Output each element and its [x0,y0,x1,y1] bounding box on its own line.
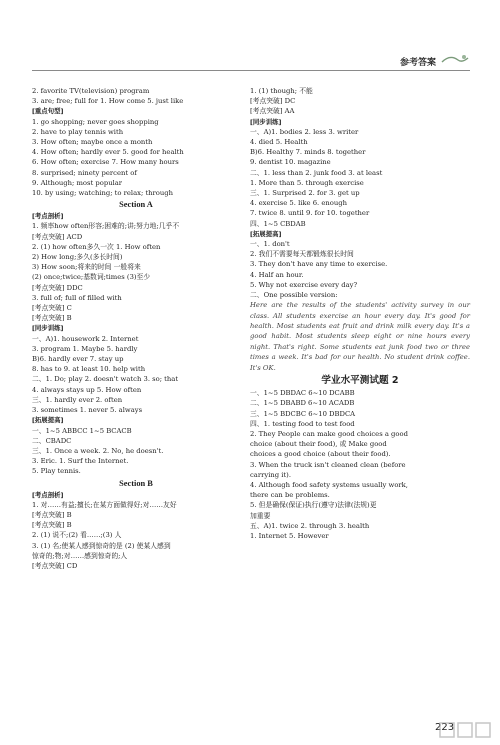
answer-line: 一、A)1. housework 2. Internet [32,334,139,343]
block-label: [拓展提高] [250,229,282,238]
block-label: [重点句型] [32,107,64,116]
page-header [0,0,500,80]
answer-line: 一、1. don't [250,240,290,249]
answer-line: 4. Although food safety systems usually work, [250,480,408,489]
answer-line: 一、1~5 ABBCC 1~5 BCACB [32,426,132,435]
answer-line: 1. go shopping; never goes shopping [32,117,159,126]
answer-line: 3. How often; maybe once a month [32,138,153,147]
header-rule [32,70,470,71]
answer-line: 3. (1) 名;使某人感到惊奇的是 (2) 使某人感到 [32,541,171,550]
answer-line: 2. 我们不需要每天都锻炼很长时间 [250,250,354,259]
answer-line: choices a good choice (about their food). [250,450,391,459]
left-column [32,86,240,571]
section-heading: Section A [119,200,153,210]
test-title: 学业水平测试题 2 [321,375,399,387]
answer-line: 4. always stays up 5. How often [32,385,142,394]
answer-line: 3. full of; full of filled with [32,293,122,302]
answer-line: [考点突破] DC [250,97,296,106]
answer-line: 2. (1) 说不;(2) 看……;(3) 人 [32,531,122,540]
answer-line: 二、CBADC [32,436,72,445]
answer-line: 6. How often; exercise 7. How many hours [32,158,179,167]
answer-line: 一、A)1. bodies 2. less 3. writer [250,127,359,136]
answer-line: carrying it). [250,470,291,479]
answer-line: 五、A)1. twice 2. through 3. health [250,521,370,530]
answer-line: 1. Internet 5. However [250,531,329,540]
answer-line: 3. They don't have any time to exercise. [250,260,388,269]
right-column [250,86,470,541]
answer-line: [考点突破] B [32,314,72,323]
answer-line: 3. Eric. 1. Surf the Internet. [32,457,129,466]
block-label: [考点剖析] [32,490,64,499]
answer-line: [考点突破] B [32,510,72,519]
answer-line: 2) How long;多久(多长时间) [32,253,123,262]
answer-line: 8. has to 9. at least 10. help with [32,365,146,374]
header-logo [440,52,470,66]
answer-line: 9. dentist 10. magazine [250,158,331,167]
answer-line: 1. More than 5. through exercise [250,178,364,187]
answer-line: (2) once;twice;基数词;times (3)至少 [32,273,151,282]
answer-line: 5. Why not exercise every day? [250,280,358,289]
answer-line: [考点突破] C [32,304,72,313]
answer-line: there can be problems. [250,491,330,500]
answer-line: 2. favorite TV(television) program [32,87,150,95]
answer-line: [考点突破] CD [32,561,78,570]
answer-line: 二、1. less than 2. junk food 3. at least [250,168,383,177]
block-label: [考点剖析] [32,212,64,221]
answer-line: 惊奇的;物;对……感到惊奇的;人 [32,551,128,560]
sample-paragraph: Here are the results of the students' activity survey in our class. All students exercise an hour every day. It's good for health. Most students eat fruit and drink milk every day. It's a good habit. Most students sleep eight or nine hours every night. That's right. Some students eat junk food two or three times a week. It's bad for our health. No student drink coffee. It's OK. [250,301,470,372]
section-heading: Section B [119,478,153,488]
answer-line: [考点突破] DDC [32,283,83,292]
answer-line: 二、One possible version: [250,291,338,300]
answer-line: 7. twice 8. until 9. for 10. together [250,209,370,218]
answer-line: 加重要 [250,511,271,520]
answer-line: B)6. hardly ever 7. stay up [32,355,124,364]
answer-line: 一、1~5 DBDAC 6~10 DCABB [250,389,355,398]
answer-line: 三、1. Surprised 2. for 3. get up [250,189,360,198]
header-title: 参考答案 [400,58,437,68]
answer-line: 四、1~5 CBDAB [250,219,306,228]
block-label: [同步训练] [32,324,64,333]
answer-line: [考点突破] AA [250,107,295,116]
answer-line: 3. sometimes 1. never 5. always [32,406,143,415]
answer-line: 3. program 1. Maybe 5. hardly [32,344,138,353]
answer-line: 5. Play tennis. [32,467,81,476]
watermark-logo [438,720,498,744]
answer-line: 8. surprised; ninety percent of [32,168,137,177]
answer-line: 9. Although; most popular [32,178,123,187]
answer-line: 4. How often; hardly ever 5. good for health [32,148,184,157]
answer-line: 二、1. Do; play 2. doesn't watch 3. so; that [32,375,179,384]
answer-line: 4. died 5. Health [250,138,308,147]
answer-line: 4. Half an hour. [250,270,304,279]
answer-line: 2. (1) how often多久一次 1. How often [32,242,161,251]
answer-line: [考点突破] B [32,521,72,530]
answer-line: choice (about their food), 或 Make good [250,440,387,449]
answer-line: 4. exercise 5. like 6. enough [250,199,347,208]
answer-line: 三、1. hardly ever 2. often [32,395,123,404]
answer-line: 2. They People can make good choices a good [250,429,408,438]
answer-line: 5. 但是确保(保证)执行(遵守)法律(法规)更 [250,501,377,510]
answer-line: [考点突破] ACD [32,232,83,241]
answer-line: 二、1~5 DBABD 6~10 ACADB [250,399,355,408]
answer-line: 3. When the truck isn't cleaned clean (before [250,460,406,469]
answer-line: 1. (1) though; 不能 [250,87,313,95]
answer-line: 10. by using; watching; to relax; through [32,189,173,198]
block-label: [拓展提高] [32,416,64,425]
page-number: 223 [435,722,455,733]
answer-line: 1. 频率how often形容;困难的;讲;努力地;几乎不 [32,222,180,231]
block-label: [同步训练] [250,117,282,126]
answer-line: 四、1. testing food to test food [250,419,355,428]
answer-line: 3. are; free; full for 1. How come 5. just like [32,97,184,106]
answer-line: 1. 对……有益;擅长;在某方面做得好;对……友好 [32,500,177,509]
answer-line: B)6. Healthy 7. minds 8. together [250,148,366,157]
answer-line: 3) How soon;将来的时间 一般将来 [32,263,141,272]
answer-line: 三、1. Once a week. 2. No, he doesn't. [32,446,164,455]
answer-line: 三、1~5 BDCBC 6~10 DBDCA [250,409,356,418]
answer-line: 2. have to play tennis with [32,127,124,136]
